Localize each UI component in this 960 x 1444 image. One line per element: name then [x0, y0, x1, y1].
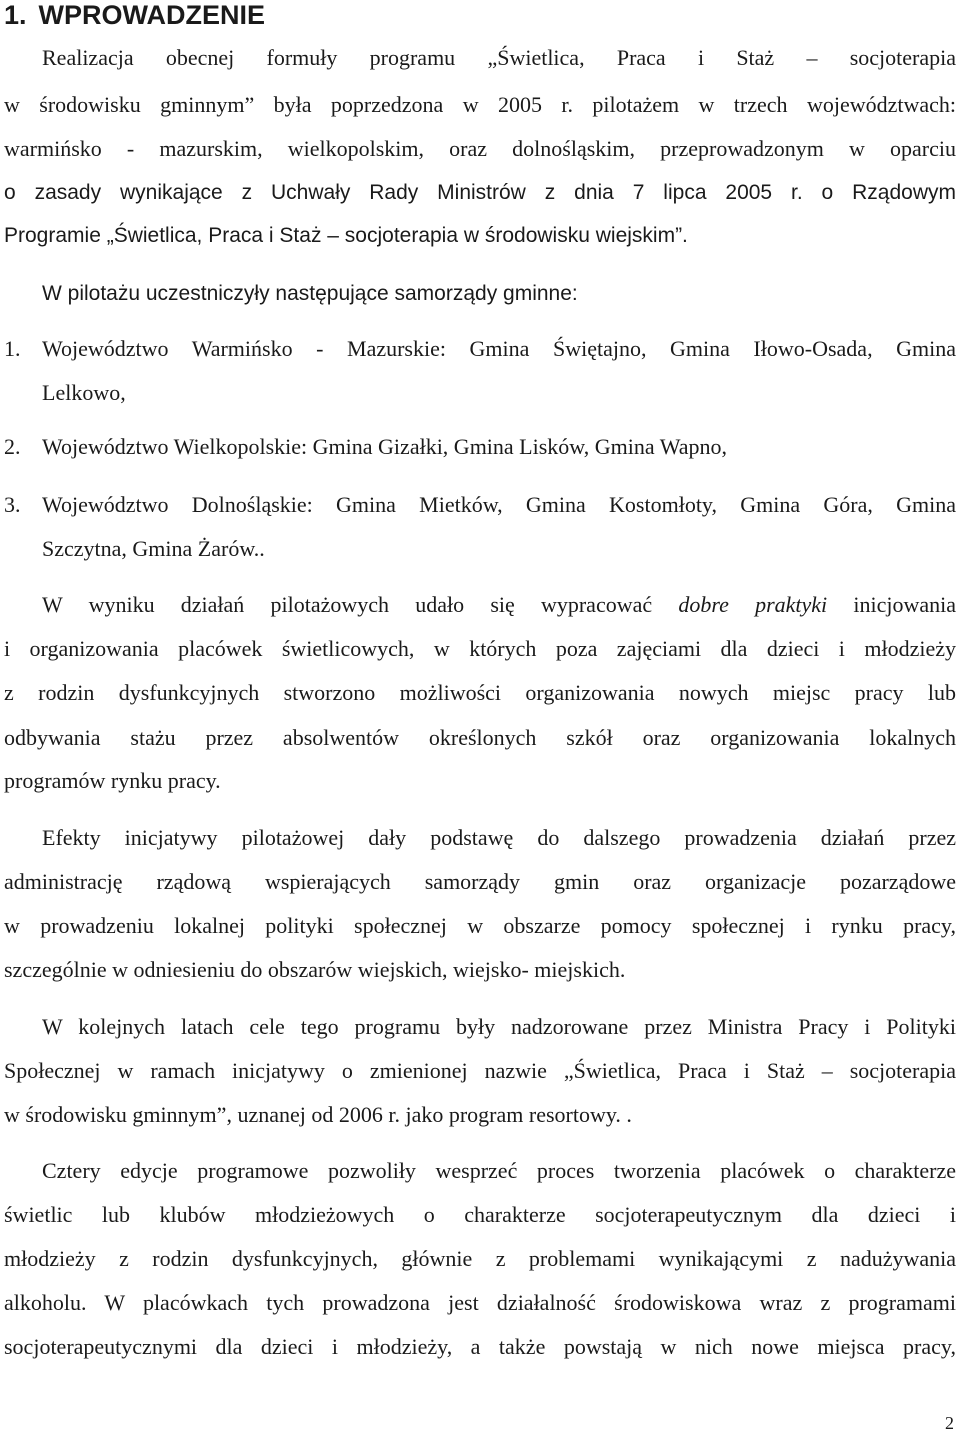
years-line: Społecznej w ramach inicjatywy o zmienionej nazwie „Świetlica, Praca i Staż – socjoterapia — [4, 1058, 956, 1083]
results-line: z rodzin dysfunkcyjnych stworzono możliwości organizowania nowych miejsc pracy lub — [4, 680, 956, 705]
list-item-text: Województwo Wielkopolskie: Gmina Gizałki, Gmina Lisków, Gmina Wapno, — [42, 434, 727, 459]
effects-line: administrację rządową wspierających samorządy gmin oraz organizacje pozarządowe — [4, 869, 956, 894]
results-line — [42, 591, 956, 619]
list-number: 2. — [4, 434, 21, 459]
editions-line: socjoterapeutycznymi dla dzieci i młodzieży, a także powstają w nich nowe miejsca pracy, — [4, 1334, 956, 1359]
section-number: 1. — [4, 0, 27, 30]
list-item-text: Lelkowo, — [42, 380, 126, 405]
list-item-text: Szczytna, Gmina Żarów.. — [42, 536, 265, 561]
list-number: 3. — [4, 492, 21, 517]
effects-line: Efekty inicjatywy pilotażowej dały podstawę do dalszego prowadzenia działań przez — [42, 825, 956, 850]
years-line: W kolejnych latach cele tego programu były nadzorowane przez Ministra Pracy i Polityki — [42, 1014, 956, 1039]
intro-line: w środowisku gminnym” była poprzedzona w 2005 r. pilotażem w trzech województwach: — [4, 92, 956, 117]
participants-intro: W pilotażu uczestniczyły następujące samorządy gminne: — [42, 282, 578, 305]
editions-line: świetlic lub klubów młodzieżowych o charakterze socjoterapeutycznym dla dzieci i — [4, 1202, 956, 1227]
list-number: 1. — [4, 336, 21, 361]
page-number: 2 — [945, 1413, 954, 1433]
results-line: odbywania stażu przez absolwentów określonych szkół oraz organizowania lokalnych — [4, 725, 956, 750]
results-line: programów rynku pracy. — [4, 768, 221, 793]
effects-line: w prowadzeniu lokalnej polityki społecznej w obszarze pomocy społecznej i rynku pracy, — [4, 913, 956, 938]
editions-line: młodzieży z rodzin dysfunkcyjnych, głównie z problemami wynikającymi z nadużywania — [4, 1246, 956, 1271]
intro-line: o zasady wynikające z Uchwały Rady Ministrów z dnia 7 lipca 2005 r. o Rządowym — [4, 181, 956, 204]
section-title: WPROWADZENIE — [38, 0, 266, 30]
list-item-text: Województwo Warmińsko - Mazurskie: Gmina Świętajno, Gmina Iłowo-Osada, Gmina — [42, 336, 956, 361]
results-text: W wyniku działań pilotażowych udało się wypracować — [42, 592, 653, 617]
section-heading — [4, 0, 265, 30]
editions-line: alkoholu. W placówkach tych prowadzona jest działalność środowiskowa wraz z programami — [4, 1290, 956, 1315]
list-item-text: Województwo Dolnośląskie: Gmina Mietków, Gmina Kostomłoty, Gmina Góra, Gmina — [42, 492, 956, 517]
effects-line: szczególnie w odniesieniu do obszarów wiejskich, wiejsko- miejskich. — [4, 957, 626, 982]
intro-line: warmińsko - mazurskim, wielkopolskim, oraz dolnośląskim, przeprowadzonym w oparciu — [4, 136, 956, 161]
intro-line: Realizacja obecnej formuły programu „Świetlica, Praca i Staż – socjoterapia — [42, 45, 956, 70]
results-line: i organizowania placówek świetlicowych, w których poza zajęciami dla dzieci i młodzieży — [4, 636, 956, 661]
editions-line: Cztery edycje programowe pozwoliły wesprzeć proces tworzenia placówek o charakterze — [42, 1158, 956, 1183]
intro-line: Programie „Świetlica, Praca i Staż – socjoterapia w środowisku wiejskim”. — [4, 224, 688, 247]
results-emphasis: dobre praktyki — [678, 592, 828, 617]
results-text: inicjowania — [853, 592, 957, 617]
years-line: w środowisku gminnym”, uznanej od 2006 r. jako program resortowy. . — [4, 1102, 632, 1127]
